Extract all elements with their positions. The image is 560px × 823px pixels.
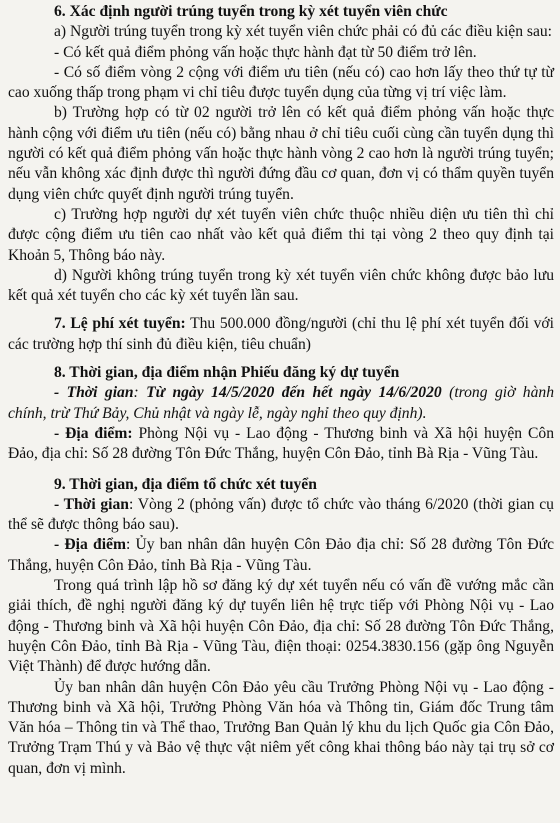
section-9-time-label: - Thời gian bbox=[54, 495, 129, 513]
section-9-heading: 9. Thời gian, địa điểm tổ chức xét tuyển bbox=[54, 475, 317, 493]
section-6-c: c) Trường hợp người dự xét tuyển viên chức thuộc nhiều diện ưu tiên thì chỉ được cộng điểm ưu tiên cao nhất vào kết quả điểm thi tại vòng 2 theo quy định tại Khoản 5, Thông báo này. bbox=[8, 205, 554, 264]
section-6-b: b) Trường hợp có từ 02 người trở lên có kết quả điểm phỏng vấn hoặc thực hành cộng với điểm ưu tiên (nếu có) bằng nhau ở chỉ tiêu cuối cùng cần tuyển dụng thì người có kết quả điểm phỏng vấn hoặc thực hành vòng 2 cao hơn là người trúng tuyển; nếu vẫn không xác định được thì người đứng đầu cơ quan, đơn vị có thẩm quyền tuyển dụng viên chức quyết định người trúng tuyển. bbox=[8, 104, 554, 203]
section-8-time-colon: : bbox=[133, 384, 147, 402]
section-9-place bbox=[8, 535, 554, 576]
section-9-time bbox=[8, 495, 554, 536]
section-6-heading: 6. Xác định người trúng tuyển trong kỳ xét tuyển viên chức bbox=[54, 3, 448, 20]
section-9-place-label: - Địa điểm bbox=[54, 536, 126, 554]
section-9-request: Ủy ban nhân dân huyện Côn Đảo yêu cầu Trưởng Phòng Nội vụ - Lao động - Thương binh và Xã hội, Trưởng Phòng Văn hóa và Thông tin, Giám đốc Trung tâm Văn hóa – Thông tin và Thể thao, Trưởng Ban Quản lý khu du lịch Quốc gia Côn Đảo, Trưởng Trạm Thú y và Bảo vệ thực vật niêm yết công khai thông báo này tại trụ sở cơ quan, đơn vị mình. bbox=[8, 678, 554, 777]
section-8-time-bold: Từ ngày 14/5/2020 đến hết ngày 14/6/2020 bbox=[146, 384, 442, 402]
section-8-time bbox=[8, 383, 554, 424]
section-8-time-label: - Thời gian bbox=[54, 384, 134, 402]
section-8-place-text: Phòng Nội vụ - Lao động - Thương binh và Xã hội huyện Côn Đảo, địa chỉ: Số 28 đường Tôn Đức Thắng, huyện Côn Đảo, tỉnh Bà Rịa - Vũng Tàu. bbox=[8, 424, 554, 463]
section-9-place-text: : Ủy ban nhân dân huyện Côn Đảo địa chỉ: Số 28 đường Tôn Đức Thắng, huyện Côn Đảo, tỉnh Bà Rịa - Vũng Tàu. bbox=[8, 536, 554, 574]
section-6-a1: - Có kết quả điểm phỏng vấn hoặc thực hành đạt từ 50 điểm trở lên. bbox=[54, 43, 477, 61]
section-8-place bbox=[8, 424, 554, 465]
section-6-a: a) Người trúng tuyển trong kỳ xét tuyển viên chức phải có đủ các điều kiện sau: bbox=[54, 23, 553, 41]
section-7-label: 7. Lệ phí xét tuyển: bbox=[54, 315, 186, 333]
section-9-time-text: : Vòng 2 (phỏng vấn) được tổ chức vào tháng 6/2020 (thời gian cụ thể sẽ được thông báo sau). bbox=[8, 495, 554, 534]
section-7 bbox=[8, 314, 554, 355]
section-9-contact: Trong quá trình lập hồ sơ đăng ký dự xét tuyển nếu có vấn đề vướng mắc cần giải thích, đề nghị người đăng ký dự tuyển liên hệ trực tiếp với Phòng Nội vụ - Lao động - Thương binh và Xã hội huyện Côn Đảo, địa chỉ: Số 28 đường Tôn Đức Thắng, huyện Côn Đảo, tỉnh Bà Rịa - Vũng Tàu, điện thoại: 0254.3830.156 (gặp ông Nguyễn Việt Thành) để được hướng dẫn. bbox=[8, 577, 554, 676]
section-6-a2: - Có số điểm vòng 2 cộng với điểm ưu tiên (nếu có) cao hơn lấy theo thứ tự từ cao xuống thấp trong phạm vi chỉ tiêu được tuyển dụng của từng vị trí việc làm. bbox=[8, 63, 554, 102]
section-8-heading: 8. Thời gian, địa điểm nhận Phiếu đăng ký dự tuyển bbox=[54, 364, 400, 382]
section-8-place-label: - Địa điểm: bbox=[54, 424, 133, 442]
section-8-time-rest: (trong giờ hành chính, trừ Thứ Bảy, Chủ nhật và ngày lễ, ngày nghỉ theo quy định). bbox=[8, 384, 554, 422]
section-6-d: d) Người không trúng tuyển trong kỳ xét tuyển viên chức không được bảo lưu kết quả xét tuyển cho các kỳ xét tuyển lần sau. bbox=[8, 266, 554, 305]
section-7-text: Thu 500.000 đồng/người (chỉ thu lệ phí xét tuyển đối với các trường hợp thí sinh đủ điều kiện, tiêu chuẩn) bbox=[8, 315, 554, 353]
